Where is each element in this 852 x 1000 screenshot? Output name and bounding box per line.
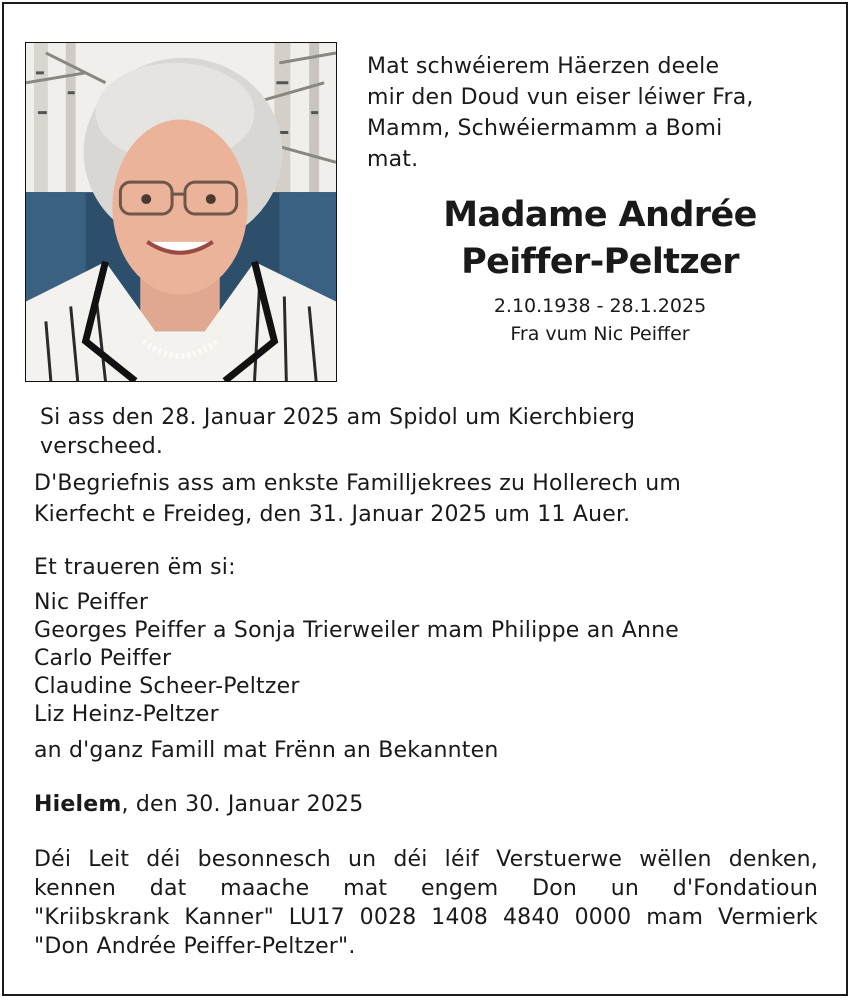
mourner-item: Georges Peiffer a Sonja Trierweiler mam Philippe an Anne (34, 618, 679, 643)
death-notice-line: Si ass den 28. Januar 2025 am Spidol um Kierchbierg (40, 405, 636, 430)
donation-line: "Don Andrée Peiffer-Peltzer". (34, 934, 356, 959)
donation-line: kennen dat maache mat engem Don un d'Fondatioun (34, 876, 818, 901)
death-notice (40, 403, 635, 461)
mourners-heading: Et traueren ëm si: (34, 555, 236, 580)
portrait-photo (25, 42, 337, 382)
mourner-item: Carlo Peiffer (34, 646, 172, 671)
mourner-item: Nic Peiffer (34, 590, 149, 615)
intro-text (367, 51, 827, 175)
mourner-item: Liz Heinz-Peltzer (34, 702, 219, 727)
spouse-line: Fra vum Nic Peiffer (510, 323, 690, 345)
deceased-name-line1: Madame Andrée (443, 195, 757, 235)
funeral-notice (34, 468, 681, 530)
notice-date: , den 30. Januar 2025 (121, 792, 364, 817)
donation-notice (34, 845, 818, 961)
intro-line: Mat schwéierem Häerzen deele (367, 54, 720, 79)
place-name: Hielem (34, 792, 122, 817)
portrait-image (26, 43, 336, 381)
intro-line: mat. (367, 147, 419, 172)
intro-line: mir den Doud vun eiser léiwer Fra, (367, 85, 754, 110)
donation-line: Déi Leit déi besonnesch un déi léif Verstuerwe wëllen denken, (34, 847, 818, 872)
funeral-line: D'Begriefnis ass am enkste Familljekrees zu Hollerech um (34, 471, 681, 496)
life-dates-block (380, 292, 820, 348)
death-notice-line: verscheed. (40, 434, 164, 459)
mourner-item: Claudine Scheer-Peltzer (34, 674, 300, 699)
intro-line: Mamm, Schwéiermamm a Bomi (367, 116, 723, 141)
deceased-name-line2: Peiffer-Peltzer (461, 242, 739, 282)
deceased-name (380, 192, 820, 286)
donation-line: "Kriibskrank Kanner" LU17 0028 1408 4840 0000 mam Vermierk (34, 905, 818, 930)
extended-family: an d'ganz Famill mat Frënn an Bekannten (34, 738, 499, 763)
mourners-list (34, 589, 679, 729)
place-date (34, 789, 363, 820)
life-dates: 2.10.1938 - 28.1.2025 (493, 295, 707, 317)
funeral-line: Kierfecht e Freideg, den 31. Januar 2025 um 11 Auer. (34, 502, 631, 527)
